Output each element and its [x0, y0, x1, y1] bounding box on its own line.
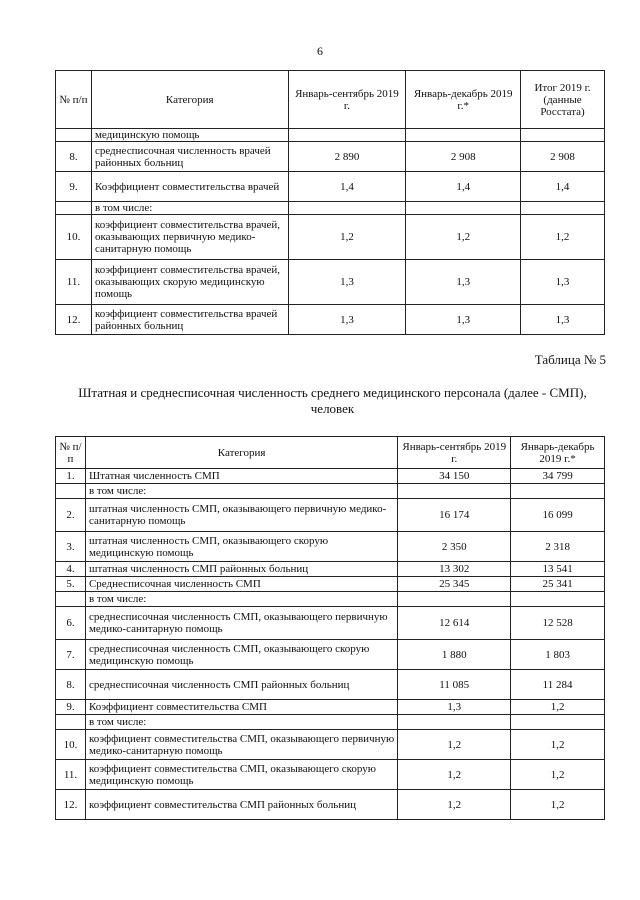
cell-jan-sep [288, 129, 406, 142]
table-row [56, 760, 605, 790]
cell-category: в том числе: [91, 202, 288, 215]
cell-jan-dec [406, 202, 521, 215]
cell-num: 3. [56, 532, 86, 562]
cell-category: коэффициент совместительства врачей, оказывающих скорую медицинскую помощь [91, 260, 288, 305]
cell-jan-dec: 1,2 [511, 760, 605, 790]
cell-category: медицинскую помощь [91, 129, 288, 142]
cell-num: 1. [56, 469, 86, 484]
table-row [56, 700, 605, 715]
cell-jan-sep [398, 592, 511, 607]
cell-category: Штатная численность СМП [85, 469, 397, 484]
cell-category: в том числе: [85, 715, 397, 730]
cell-num [56, 202, 92, 215]
cell-category: в том числе: [85, 484, 397, 499]
cell-jan-sep: 1,3 [288, 305, 406, 335]
table-row [56, 305, 605, 335]
cell-jan-dec [511, 715, 605, 730]
cell-category: среднесписочная численность СМП, оказывающего первичную медико-санитарную помощь [85, 607, 397, 640]
cell-jan-dec: 12 528 [511, 607, 605, 640]
cell-jan-dec: 1,2 [511, 700, 605, 715]
cell-total: 1,4 [521, 172, 605, 202]
cell-total: 1,2 [521, 215, 605, 260]
cell-jan-sep: 13 302 [398, 562, 511, 577]
cell-jan-sep: 1,3 [398, 700, 511, 715]
cell-total: 1,3 [521, 260, 605, 305]
cell-jan-sep: 2 890 [288, 142, 406, 172]
cell-jan-dec: 1,3 [406, 305, 521, 335]
cell-num [56, 592, 86, 607]
cell-total: 1,3 [521, 305, 605, 335]
cell-jan-dec: 13 541 [511, 562, 605, 577]
cell-num: 9. [56, 172, 92, 202]
table-row [56, 469, 605, 484]
cell-jan-sep: 11 085 [398, 670, 511, 700]
cell-jan-sep: 12 614 [398, 607, 511, 640]
table-row [56, 790, 605, 820]
table-row [56, 562, 605, 577]
cell-jan-sep: 1,2 [398, 790, 511, 820]
cell-jan-dec: 1,2 [511, 730, 605, 760]
table-row [56, 202, 605, 215]
cell-num: 10. [56, 730, 86, 760]
table-row [56, 640, 605, 670]
header-jan-sep: Январь-сентябрь 2019 г. [398, 437, 511, 469]
cell-category: среднесписочная численность врачей районных больниц [91, 142, 288, 172]
cell-jan-sep [398, 484, 511, 499]
cell-category: Коэффициент совместительства врачей [91, 172, 288, 202]
cell-jan-dec: 1,2 [511, 790, 605, 820]
cell-jan-dec: 1 803 [511, 640, 605, 670]
cell-category: штатная численность СМП, оказывающего скорую медицинскую помощь [85, 532, 397, 562]
cell-jan-sep: 34 150 [398, 469, 511, 484]
cell-category: среднесписочная численность СМП районных больниц [85, 670, 397, 700]
cell-num: 6. [56, 607, 86, 640]
cell-jan-dec [511, 592, 605, 607]
cell-total [521, 202, 605, 215]
cell-category: в том числе: [85, 592, 397, 607]
cell-jan-dec: 1,4 [406, 172, 521, 202]
table-row [56, 607, 605, 640]
header-num: № п/п [56, 437, 86, 469]
cell-category: коэффициент совместительства СМП, оказывающего скорую медицинскую помощь [85, 760, 397, 790]
header-jan-dec: Январь-декабрь 2019 г.* [406, 71, 521, 129]
table-row [56, 715, 605, 730]
cell-jan-sep: 1,2 [288, 215, 406, 260]
cell-category: среднесписочная численность СМП, оказывающего скорую медицинскую помощь [85, 640, 397, 670]
cell-category: коэффициент совместительства СМП, оказывающего первичную медико-санитарную помощь [85, 730, 397, 760]
cell-category: коэффициент совместительства врачей районных больниц [91, 305, 288, 335]
cell-total [521, 129, 605, 142]
cell-num: 11. [56, 760, 86, 790]
cell-jan-dec: 16 099 [511, 499, 605, 532]
cell-num: 9. [56, 700, 86, 715]
table2-title: Штатная и среднесписочная численность среднего медицинского персонала (далее - СМП), человек [78, 385, 587, 416]
cell-num: 11. [56, 260, 92, 305]
table-row [56, 260, 605, 305]
cell-num: 4. [56, 562, 86, 577]
cell-category: штатная численность СМП районных больниц [85, 562, 397, 577]
cell-jan-dec: 11 284 [511, 670, 605, 700]
cell-jan-dec: 2 908 [406, 142, 521, 172]
table-row [56, 142, 605, 172]
cell-category: коэффициент совместительства СМП районных больниц [85, 790, 397, 820]
cell-num: 10. [56, 215, 92, 260]
page-number: 6 [317, 44, 323, 58]
cell-jan-sep [398, 715, 511, 730]
cell-total: 2 908 [521, 142, 605, 172]
cell-num: 8. [56, 142, 92, 172]
table-row [56, 730, 605, 760]
table-row [56, 484, 605, 499]
cell-jan-dec [406, 129, 521, 142]
cell-num: 12. [56, 790, 86, 820]
cell-category: штатная численность СМП, оказывающего первичную медико-санитарную помощь [85, 499, 397, 532]
header-total: Итог 2019 г. (данные Росстата) [521, 71, 605, 129]
cell-num: 2. [56, 499, 86, 532]
cell-jan-sep: 1,3 [288, 260, 406, 305]
cell-jan-dec: 34 799 [511, 469, 605, 484]
cell-num [56, 129, 92, 142]
cell-jan-dec: 2 318 [511, 532, 605, 562]
cell-jan-sep: 16 174 [398, 499, 511, 532]
cell-num: 5. [56, 577, 86, 592]
header-num: № п/п [56, 71, 92, 129]
cell-jan-sep: 1 880 [398, 640, 511, 670]
cell-jan-sep: 1,4 [288, 172, 406, 202]
table-row [56, 129, 605, 142]
cell-jan-sep: 1,2 [398, 760, 511, 790]
cell-category: Коэффициент совместительства СМП [85, 700, 397, 715]
cell-jan-sep: 25 345 [398, 577, 511, 592]
header-jan-sep: Январь-сентябрь 2019 г. [288, 71, 406, 129]
table-caption: Таблица № 5 [534, 352, 606, 367]
header-jan-dec: Январь-декабрь 2019 г.* [511, 437, 605, 469]
table-row [56, 172, 605, 202]
cell-num [56, 715, 86, 730]
header-category: Категория [91, 71, 288, 129]
table-row [56, 577, 605, 592]
cell-jan-dec: 25 341 [511, 577, 605, 592]
table-nurses [55, 436, 605, 820]
cell-jan-sep: 1,2 [398, 730, 511, 760]
cell-jan-sep [288, 202, 406, 215]
cell-category: Среднесписочная численность СМП [85, 577, 397, 592]
cell-category: коэффициент совместительства врачей, оказывающих первичную медико-санитарную помощь [91, 215, 288, 260]
table-row [56, 592, 605, 607]
table-row [56, 499, 605, 532]
cell-jan-sep: 2 350 [398, 532, 511, 562]
table-row [56, 532, 605, 562]
table-doctors [55, 70, 605, 335]
cell-jan-dec: 1,3 [406, 260, 521, 305]
cell-num [56, 484, 86, 499]
table-row [56, 670, 605, 700]
cell-num: 8. [56, 670, 86, 700]
cell-jan-dec: 1,2 [406, 215, 521, 260]
cell-num: 12. [56, 305, 92, 335]
cell-jan-dec [511, 484, 605, 499]
cell-num: 7. [56, 640, 86, 670]
table-row [56, 215, 605, 260]
header-category: Категория [85, 437, 397, 469]
